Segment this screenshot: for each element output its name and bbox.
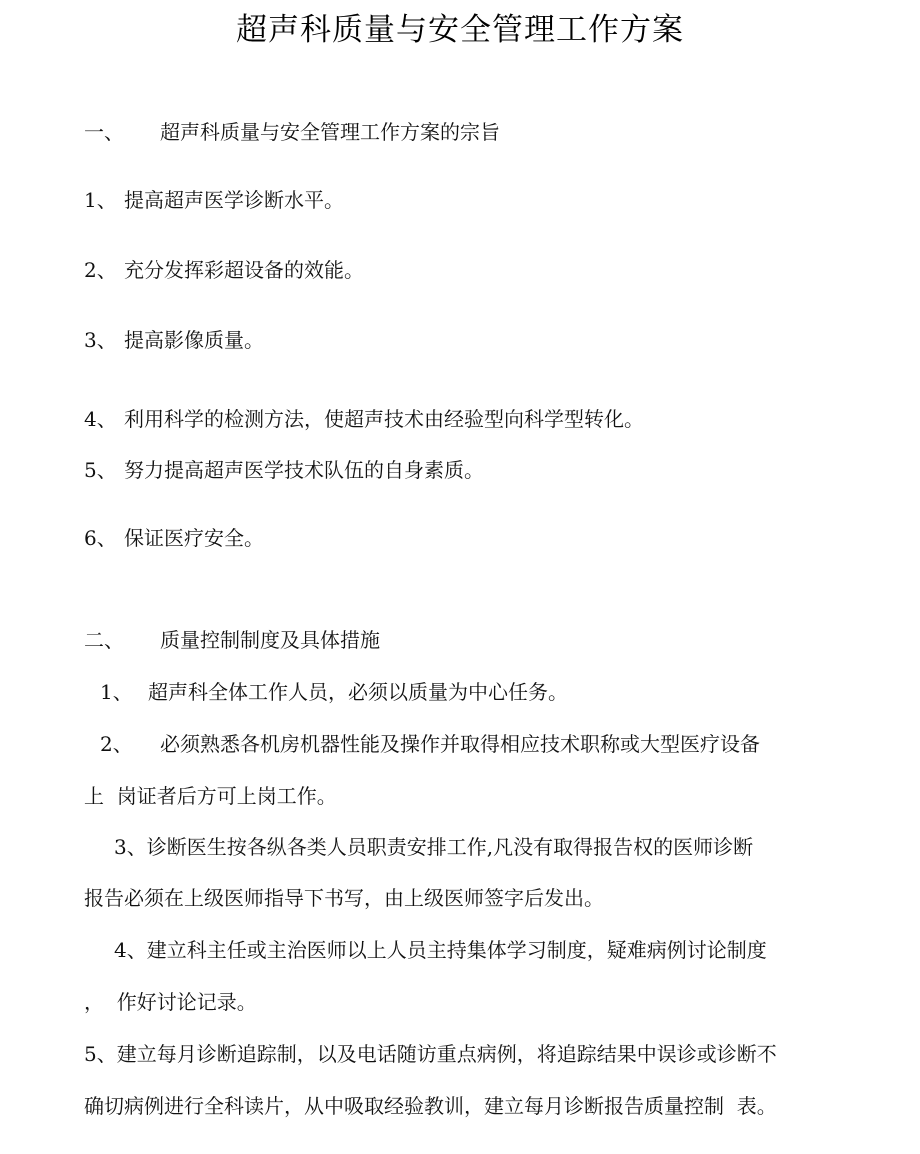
paragraph-line: 5、建立每月诊断追踪制，以及电话随访重点病例，将追踪结果中误诊或诊断不: [84, 1042, 777, 1066]
paragraph-line: 确切病例进行全科读片，从中吸取经验教训，建立每月诊断报告质量控制 表。: [84, 1094, 777, 1118]
list-item: [84, 328, 264, 352]
list-item-number: 1、: [100, 680, 133, 704]
list-item: [84, 458, 484, 482]
list-item-continuation: 上 岗证者后方可上岗工作。: [84, 784, 337, 808]
list-item: [100, 680, 568, 704]
list-item-number: 3、: [84, 328, 117, 352]
section-1-number: 一、: [84, 120, 124, 144]
list-item-text: 提高超声医学诊断水平。: [124, 188, 344, 212]
list-item: [84, 526, 264, 550]
list-item-number: 2、: [84, 258, 117, 282]
list-item: [84, 188, 344, 212]
list-item-number: 5、: [84, 458, 117, 482]
list-item-number: 1、: [84, 188, 117, 212]
list-item-text: 充分发挥彩超设备的效能。: [124, 258, 364, 282]
list-item: [84, 258, 364, 282]
paragraph-line: 4、建立科主任或主治医师以上人员主持集体学习制度，疑难病例讨论制度: [114, 938, 767, 962]
list-item-text: 必须熟悉各机房机器性能及操作并取得相应技术职称或大型医疗设备: [160, 732, 760, 756]
section-1-title: 超声科质量与安全管理工作方案的宗旨: [160, 120, 500, 144]
paragraph-line: 3、诊断医生按各纵各类人员职责安排工作,凡没有取得报告权的医师诊断: [114, 835, 754, 859]
list-item-number: 2、: [100, 732, 133, 756]
list-item-number: 4、: [84, 407, 117, 431]
list-item-number: 6、: [84, 526, 117, 550]
paragraph-line: 报告必须在上级医师指导下书写，由上级医师签字后发出。: [84, 886, 604, 910]
list-item-text: 超声科全体工作人员，必须以质量为中心任务。: [148, 680, 568, 704]
section-2-heading: [84, 628, 380, 652]
list-item-text: 提高影像质量。: [124, 328, 264, 352]
list-item: [84, 407, 644, 431]
section-2-title: 质量控制制度及具体措施: [160, 628, 380, 652]
section-2-number: 二、: [84, 628, 124, 652]
list-item: [100, 732, 760, 756]
document-title: 超声科质量与安全管理工作方案: [236, 12, 684, 48]
list-item-text: 努力提高超声医学技术队伍的自身素质。: [124, 458, 484, 482]
paragraph-line: ， 作好讨论记录。: [84, 990, 257, 1014]
list-item-text: 保证医疗安全。: [124, 526, 264, 550]
section-1-heading: [84, 120, 500, 144]
list-item-text: 利用科学的检测方法，使超声技术由经验型向科学型转化。: [124, 407, 644, 431]
